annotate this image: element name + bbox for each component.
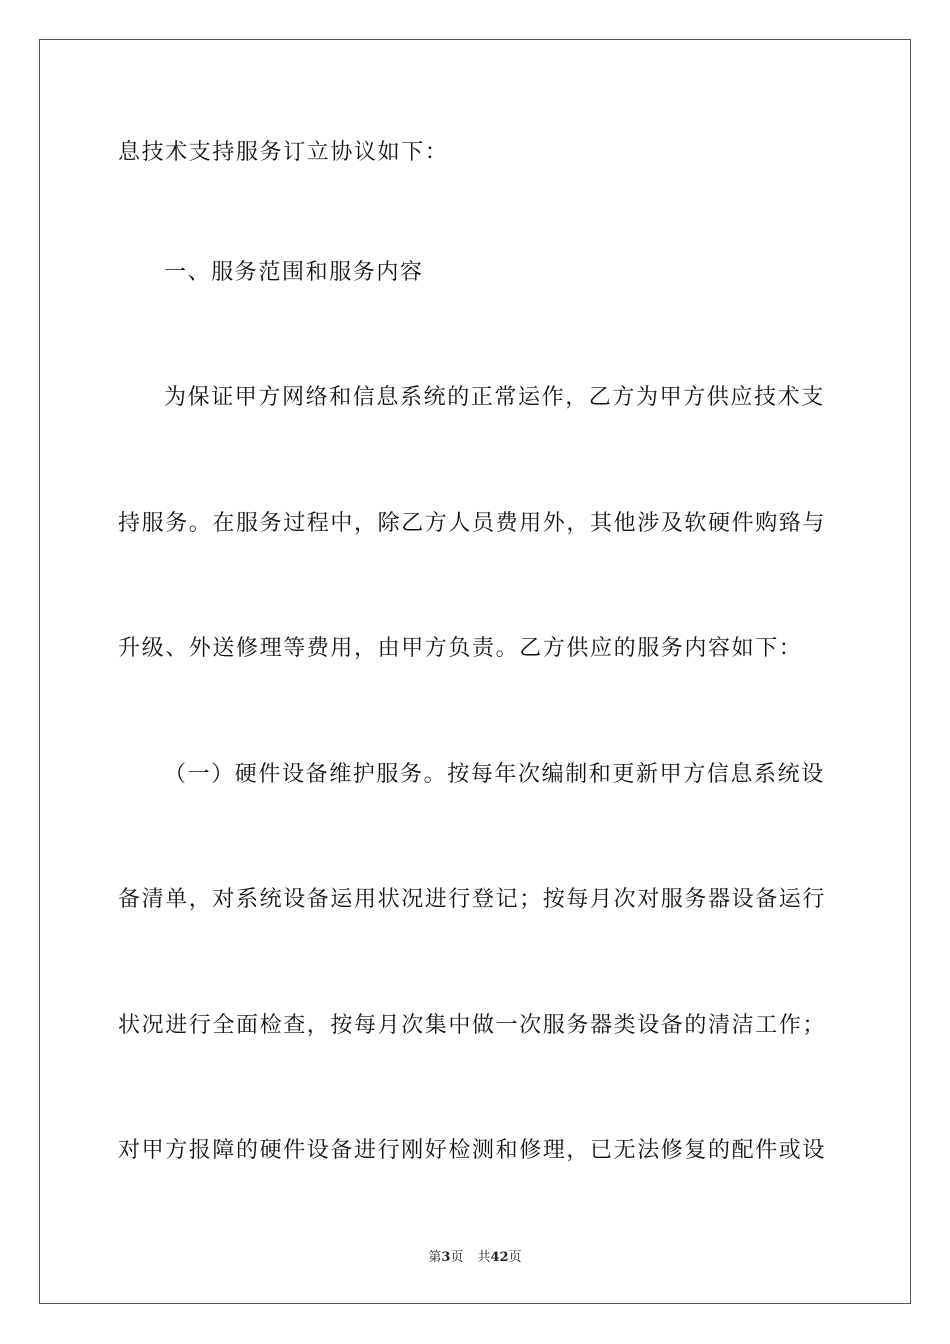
subsection-text-line: （一）硬件设备维护服务。按每年次编制和更新甲方信息系统设 [164,762,825,787]
body-text-line-8: 状况进行全面检查，按每月次集中做一次服务器类设备的清洁工作； [118,1013,827,1038]
body-text-line-5: 升级、外送修理等费用，由甲方负责。乙方供应的服务内容如下： [118,636,803,661]
total-pages-count: 42 [490,1250,509,1265]
page-number-prefix: 第 [428,1250,442,1265]
page-footer [0,1250,950,1266]
section-heading: 一、服务范围和服务内容 [164,260,424,285]
page-number-current: 3 [441,1250,451,1265]
body-text-line-3: 为保证甲方网络和信息系统的正常运作，乙方为甲方供应技术支 [164,385,825,410]
total-pages-prefix: 共 [477,1250,491,1265]
body-text-line-9: 对甲方报障的硬件设备进行刚好检测和修理，已无法修复的配件或设 [118,1138,827,1163]
page-number-suffix: 页 [450,1250,464,1265]
page-border [39,39,911,1304]
body-text-line-7: 备清单，对系统设备运用状况进行登记；按每月次对服务器设备运行 [118,887,827,912]
total-pages-suffix: 页 [508,1250,522,1265]
body-text-line-1: 息技术支持服务订立协议如下： [118,140,449,165]
body-text-line-4: 持服务。在服务过程中，除乙方人员费用外，其他涉及软硬件购臵与 [118,511,827,536]
